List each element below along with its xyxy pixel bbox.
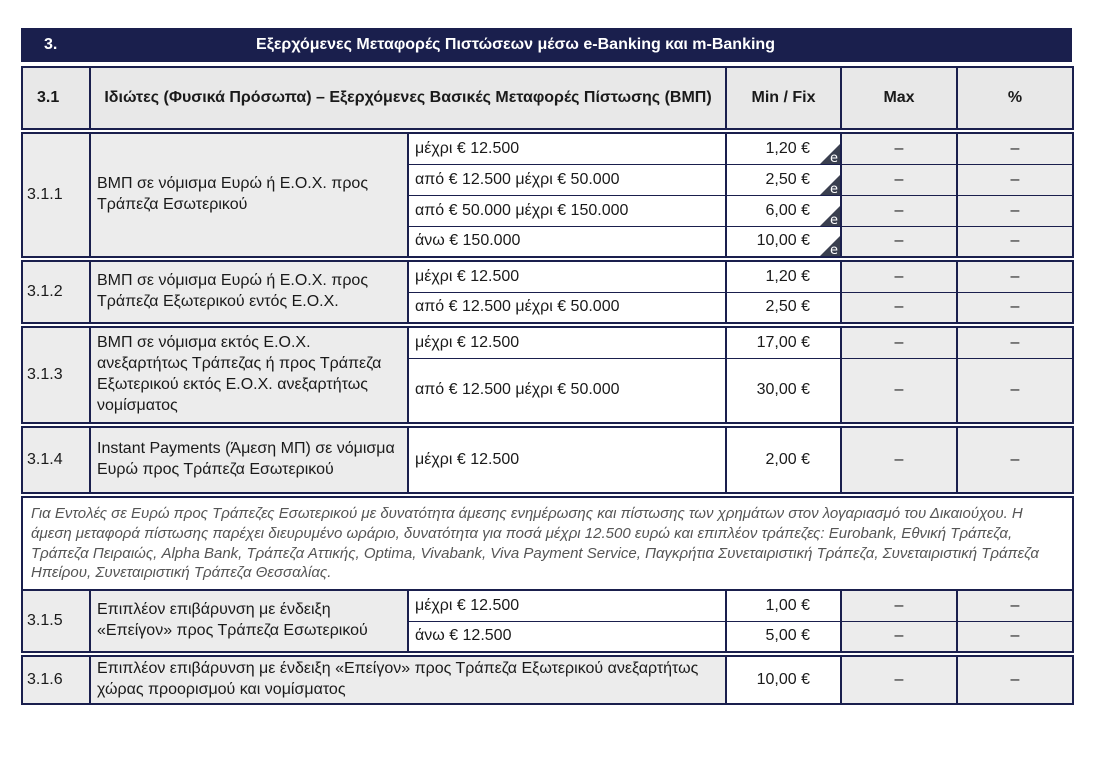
max-cell: –: [841, 427, 957, 493]
max-cell: –: [841, 327, 957, 358]
fee-group-description: ΒΜΠ σε νόμισμα Ευρώ ή Ε.Ο.Χ. προς Τράπεζα Εξωτερικού εντός Ε.Ο.Χ.: [90, 261, 408, 323]
fee-group-row: [22, 327, 1073, 358]
fee-cell: 1,00 €: [726, 590, 841, 621]
percent-cell: –: [957, 226, 1073, 257]
fee-group-description: Instant Payments (Άμεση ΜΠ) σε νόμισμα Ευρώ προς Τράπεζα Εσωτερικού: [90, 427, 408, 493]
fee-cell: 1,20 €: [726, 261, 841, 292]
percent-cell: –: [957, 133, 1073, 164]
fee-group-description: ΒΜΠ σε νόμισμα εκτός Ε.Ο.Χ. ανεξαρτήτως Τράπεζας ή προς Τράπεζα Εξωτερικού εκτός Ε.Ο.Χ. ανεξαρτήτως νομίσματος: [90, 327, 408, 423]
range-cell: από € 12.500 μέχρι € 50.000: [408, 358, 726, 423]
urgent-group-code: 3.1.6: [22, 656, 90, 704]
percent-cell: –: [957, 621, 1073, 652]
urgent-groups: [22, 590, 1073, 704]
fee-table: [21, 66, 1074, 705]
range-cell: άνω € 150.000: [408, 226, 726, 257]
fee-cell: 10,00 € e: [726, 226, 841, 257]
max-cell: –: [841, 195, 957, 226]
fee-groups: [22, 133, 1073, 497]
header-percent: %: [957, 67, 1073, 129]
percent-cell: –: [957, 427, 1073, 493]
svg-text:e: e: [830, 212, 838, 226]
fee-group-row: [22, 261, 1073, 292]
range-cell: μέχρι € 12.500: [408, 427, 726, 493]
fee-cell: 2,00 €: [726, 427, 841, 493]
percent-cell: –: [957, 327, 1073, 358]
header-description: Ιδιώτες (Φυσικά Πρόσωπα) – Εξερχόμενες Βασικές Μεταφορές Πίστωσης (ΒΜΠ): [90, 67, 726, 129]
fee-cell: 5,00 €: [726, 621, 841, 652]
fee-group-description: ΒΜΠ σε νόμισμα Ευρώ ή Ε.Ο.Χ. προς Τράπεζα Εσωτερικού: [90, 133, 408, 257]
instant-payments-note: Για Εντολές σε Ευρώ προς Τράπεζες Εσωτερικού με δυνατότητα άμεσης ενημέρωσης και πίστωσης των χρημάτων στον λογαριασμό του Δικαιούχου. Η άμεση μεταφορά πίστωσης παρέχει διευρυμένο ωράριο, δυνατότητα για ποσά μέχρι 12.500 ευρώ και επιπλέον τράπεζες: Eurobank, Εθνική Τράπεζα, Τράπεζα Πειραιώς, Alpha Bank, Τράπεζα Αττικής, Optima, Vivabank, Viva Payment Service, Παγκρήτια Συνεταιριστική Τράπεζα, Συνεταιριστική Τράπεζα Ηπείρου, Συνεταιριστική Τράπεζα Θεσσαλίας.: [22, 497, 1073, 590]
svg-text:e: e: [830, 243, 838, 256]
e-banking-badge-icon: [820, 206, 840, 226]
fee-cell: 2,50 €: [726, 292, 841, 323]
urgent-group-code: 3.1.5: [22, 590, 90, 652]
e-banking-badge-icon: [820, 144, 840, 164]
e-banking-badge-icon: [820, 236, 840, 256]
max-cell: –: [841, 226, 957, 257]
header-min-fix: Min / Fix: [726, 67, 841, 129]
fee-group-code: 3.1.1: [22, 133, 90, 257]
instant-payments-note-row: [22, 497, 1073, 590]
fee-cell: 1,20 € e: [726, 133, 841, 164]
header-max: Max: [841, 67, 957, 129]
fee-group-row: [22, 133, 1073, 164]
max-cell: –: [841, 621, 957, 652]
section-title: Εξερχόμενες Μεταφορές Πιστώσεων μέσω e-Banking και m-Banking: [256, 36, 775, 53]
e-banking-badge-icon: [820, 175, 840, 195]
header-code: 3.1: [22, 67, 90, 129]
max-cell: –: [841, 133, 957, 164]
urgent-group-row: [22, 590, 1073, 621]
max-cell: –: [841, 590, 957, 621]
urgent-group-description: Επιπλέον επιβάρυνση με ένδειξη «Επείγον» προς Τράπεζα Εξωτερικού ανεξαρτήτως χώρας προορισμού και νομίσματος: [90, 656, 726, 704]
range-cell: από € 50.000 μέχρι € 150.000: [408, 195, 726, 226]
max-cell: –: [841, 656, 957, 704]
fee-table-page: [21, 28, 1072, 705]
range-cell: άνω € 12.500: [408, 621, 726, 652]
percent-cell: –: [957, 656, 1073, 704]
fee-group-code: 3.1.2: [22, 261, 90, 323]
fee-group-code: 3.1.4: [22, 427, 90, 493]
svg-text:e: e: [830, 181, 838, 195]
fee-cell: 10,00 €: [726, 656, 841, 704]
fee-cell: 2,50 € e: [726, 164, 841, 195]
max-cell: –: [841, 358, 957, 423]
section-number: 3.: [44, 36, 58, 53]
range-cell: μέχρι € 12.500: [408, 590, 726, 621]
max-cell: –: [841, 164, 957, 195]
range-cell: μέχρι € 12.500: [408, 327, 726, 358]
fee-group-code: 3.1.3: [22, 327, 90, 423]
percent-cell: –: [957, 195, 1073, 226]
range-cell: μέχρι € 12.500: [408, 133, 726, 164]
max-cell: –: [841, 261, 957, 292]
max-cell: –: [841, 292, 957, 323]
fee-cell: 30,00 €: [726, 358, 841, 423]
percent-cell: –: [957, 590, 1073, 621]
range-cell: από € 12.500 μέχρι € 50.000: [408, 164, 726, 195]
range-cell: μέχρι € 12.500: [408, 261, 726, 292]
percent-cell: –: [957, 164, 1073, 195]
urgent-group-row: [22, 656, 1073, 704]
fee-group-row: [22, 427, 1073, 493]
section-title-bar: [21, 28, 1072, 62]
percent-cell: –: [957, 261, 1073, 292]
fee-cell: 6,00 € e: [726, 195, 841, 226]
range-cell: από € 12.500 μέχρι € 50.000: [408, 292, 726, 323]
fee-cell: 17,00 €: [726, 327, 841, 358]
percent-cell: –: [957, 292, 1073, 323]
table-header-row: [22, 67, 1073, 129]
svg-text:e: e: [830, 150, 838, 164]
urgent-group-description: Επιπλέον επιβάρυνση με ένδειξη «Επείγον» προς Τράπεζα Εσωτερικού: [90, 590, 408, 652]
percent-cell: –: [957, 358, 1073, 423]
